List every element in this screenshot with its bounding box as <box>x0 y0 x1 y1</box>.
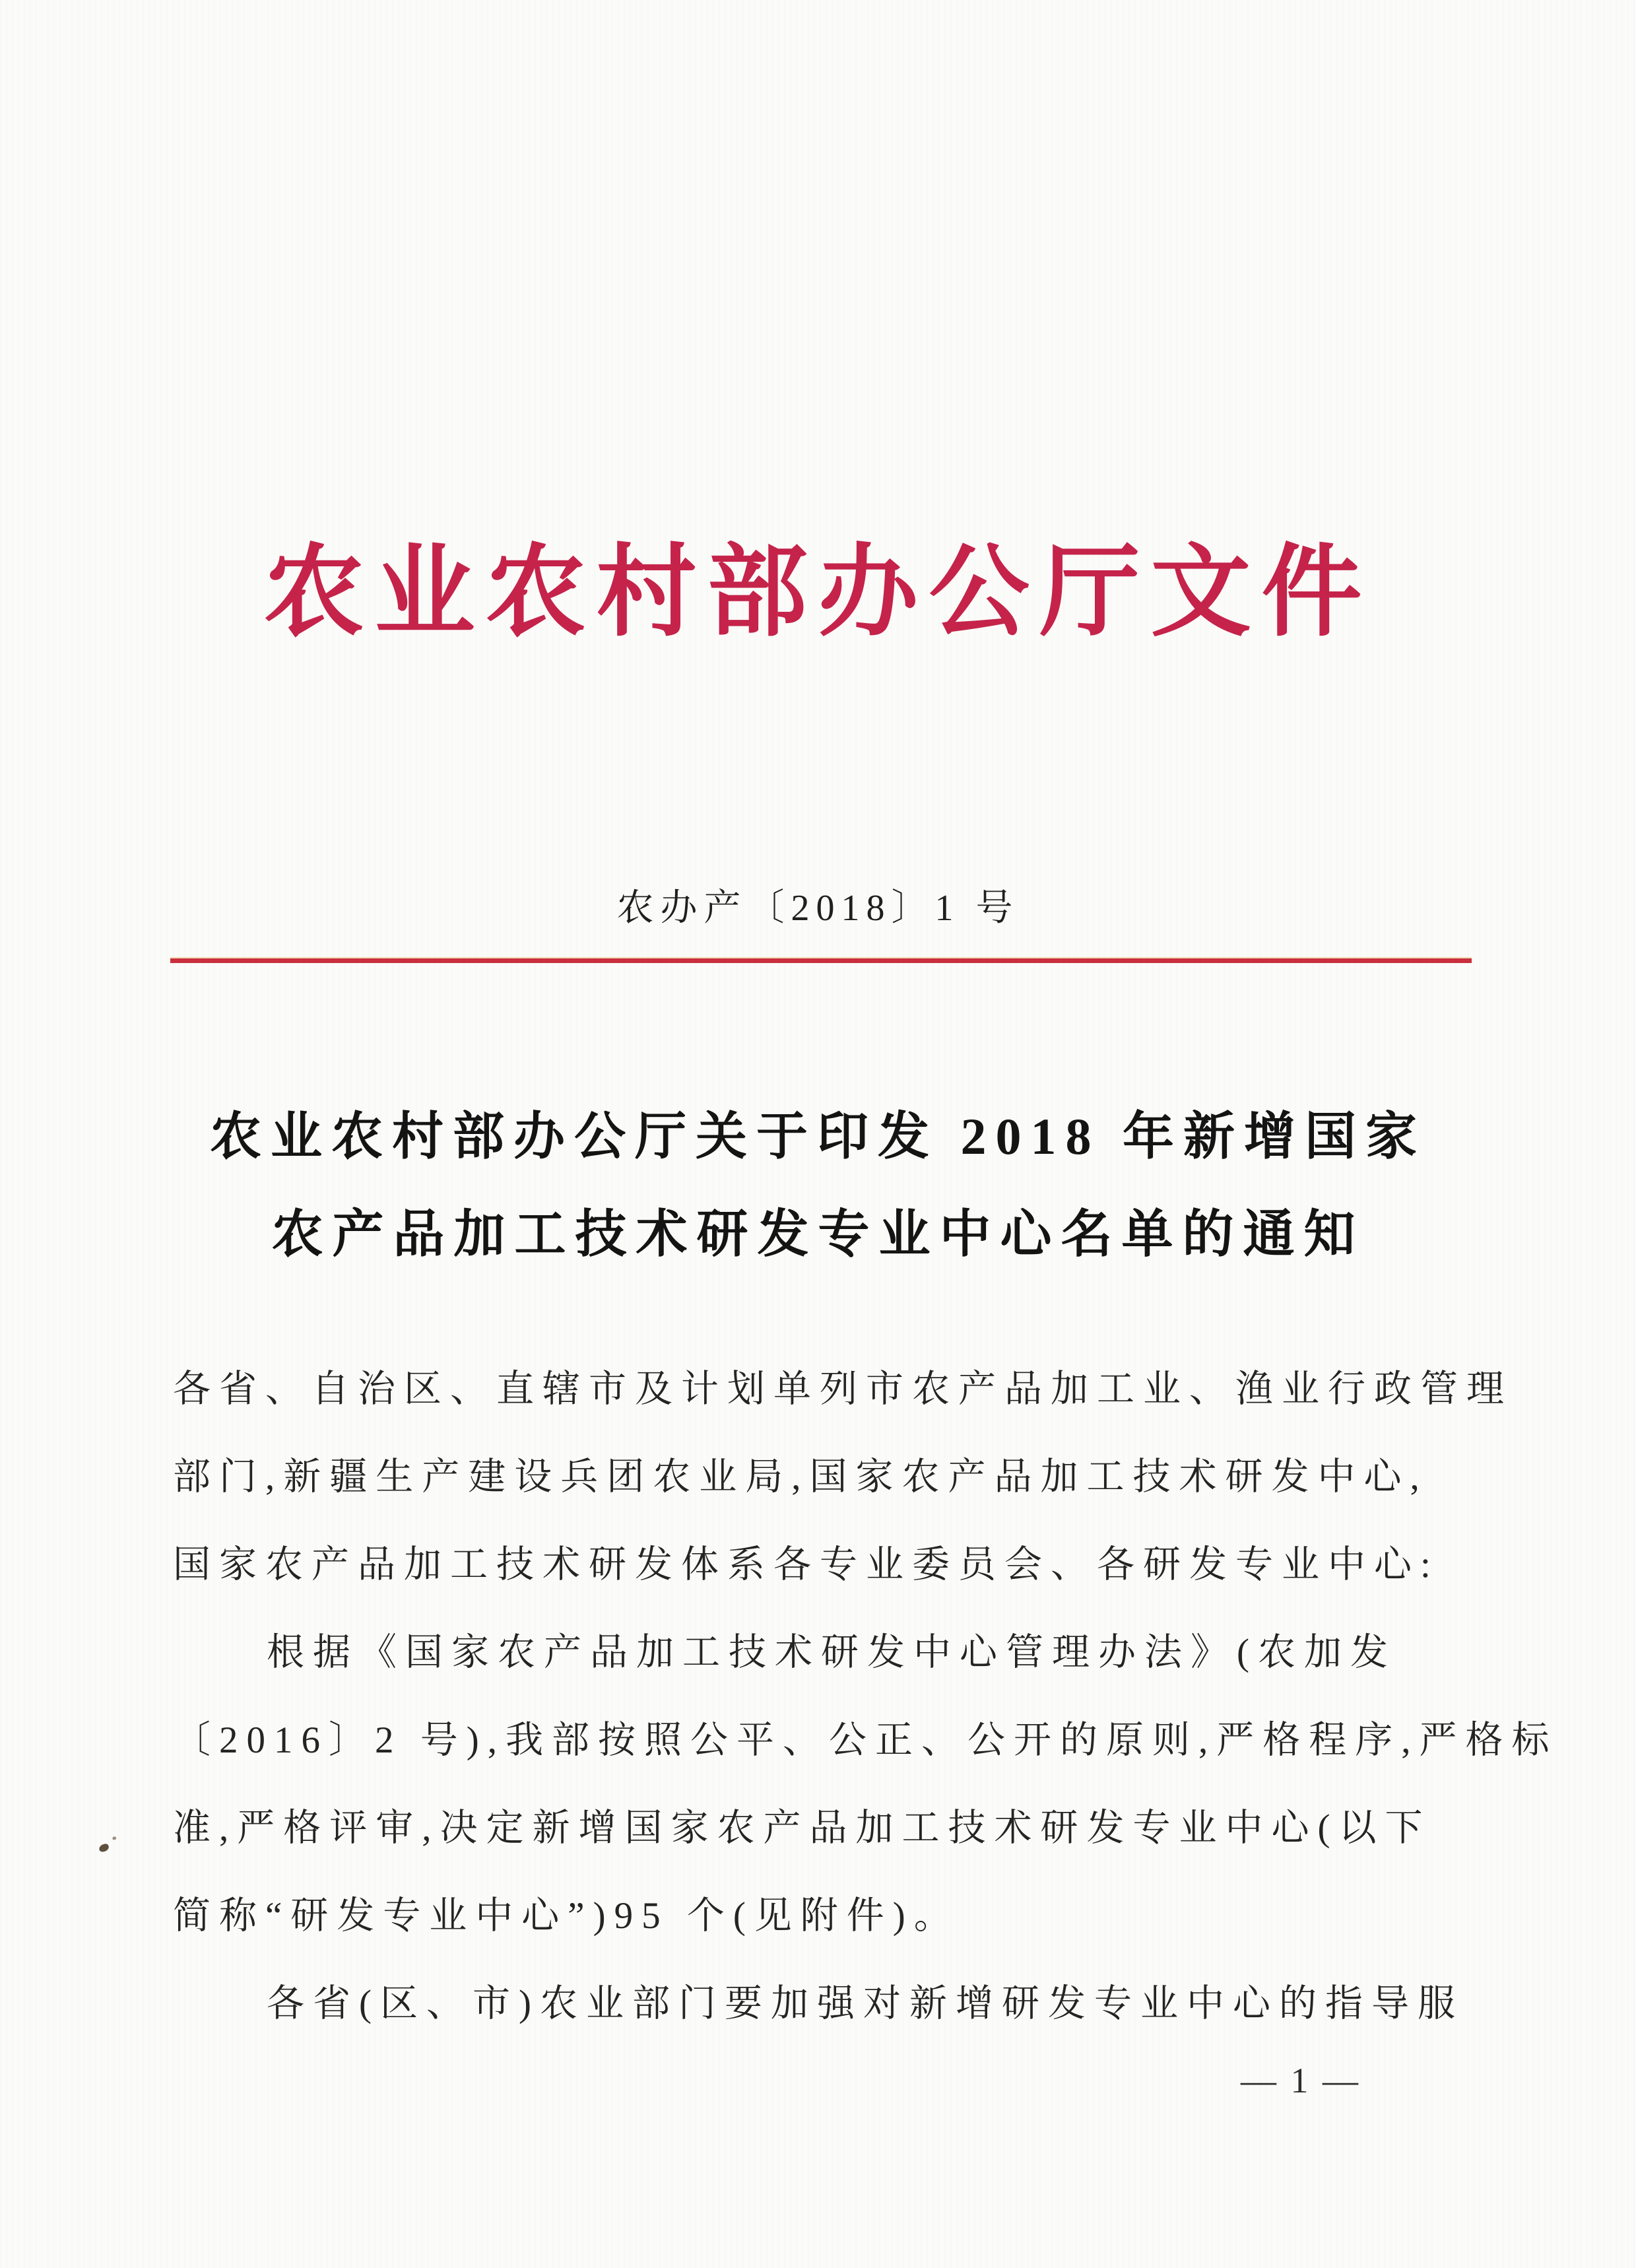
document-reference-number: 农办产〔2018〕1 号 <box>616 888 1020 929</box>
body-text-line: 准,严格评审,决定新增国家农产品加工技术研发专业中心(以下 <box>173 1807 1431 1849</box>
body-text-line: 各省(区、市)农业部门要加强对新增研发专业中心的指导服 <box>267 1983 1464 2024</box>
body-text-line: 各省、自治区、直辖市及计划单列市农产品加工业、渔业行政管理 <box>173 1368 1513 1410</box>
body-text-line: 〔2016〕2 号),我部按照公平、公正、公开的原则,严格程序,严格标 <box>173 1719 1558 1761</box>
page-number: — 1 — <box>1241 2061 1361 2100</box>
body-text-line: 部门,新疆生产建设兵团农业局,国家农产品加工技术研发中心, <box>173 1456 1428 1498</box>
notice-title-line-1: 农业农村部办公厅关于印发 2018 年新增国家 <box>209 1108 1426 1165</box>
notice-title <box>0 1088 1636 1283</box>
red-divider-line <box>170 958 1472 963</box>
notice-title-line-2: 农产品加工技术研发专业中心名单的通知 <box>271 1205 1365 1263</box>
body-text-line: 国家农产品加工技术研发体系各专业委员会、各研发专业中心: <box>173 1544 1439 1585</box>
body-text-line: 简称“研发专业中心”)95 个(见附件)。 <box>173 1895 960 1937</box>
document-masthead-title: 农业农村部办公厅文件 <box>263 537 1373 648</box>
body-text-line: 根据《国家农产品加工技术研发中心管理办法》(农加发 <box>267 1632 1396 1673</box>
body-text <box>173 1345 1558 2048</box>
ink-speck-artifact <box>98 1843 110 1853</box>
